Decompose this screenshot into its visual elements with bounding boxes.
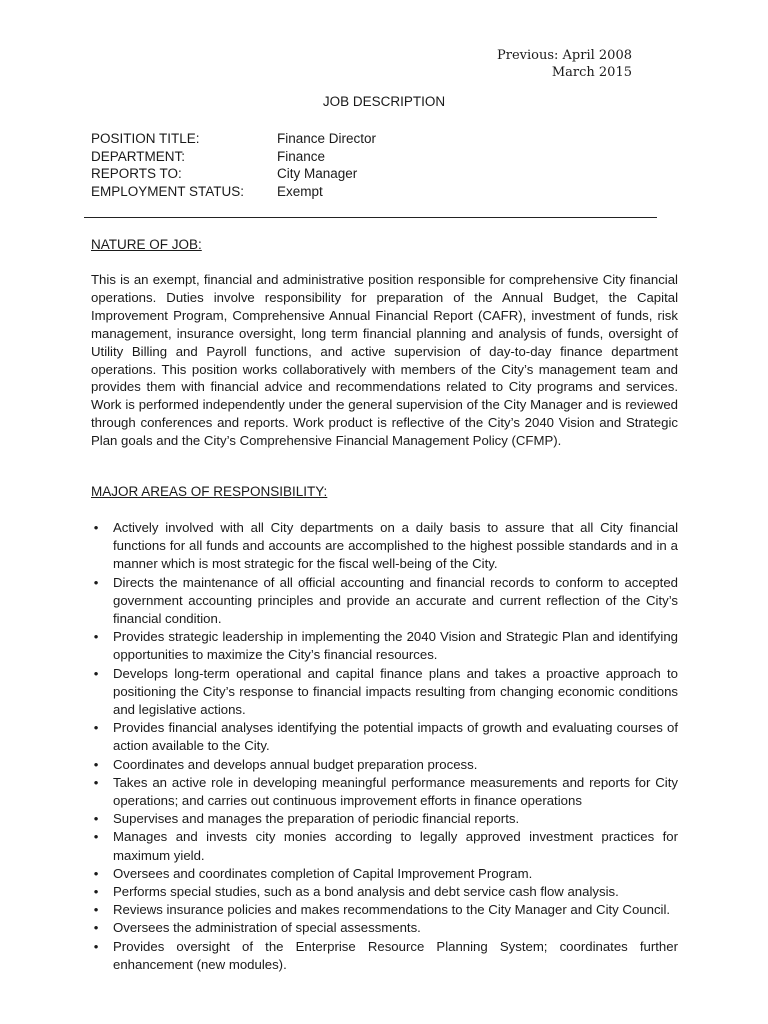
bullet-icon: •	[93, 665, 99, 681]
list-item	[91, 901, 678, 919]
info-label: EMPLOYMENT STATUS:	[91, 183, 245, 199]
list-item-text: Supervises and manages the preparation of periodic financial reports.	[113, 811, 520, 827]
list-item-text: Provides strategic leadership in implementing the 2040 Vision and Strategic Plan and identifying opportunities to maximize the City’s financial resources.	[113, 629, 678, 663]
current-revision-date: March 2015	[551, 65, 632, 80]
info-label: DEPARTMENT:	[91, 148, 186, 164]
list-item	[91, 628, 678, 664]
list-item-text: Provides financial analyses identifying the potential impacts of growth and evaluating courses of action available to the City.	[113, 720, 678, 754]
bullet-icon: •	[93, 720, 99, 736]
info-value: Finance	[277, 148, 326, 164]
list-item-text: Performs special studies, such as a bond analysis and debt service cash flow analysis.	[113, 884, 619, 900]
list-item-text: Actively involved with all City departments on a daily basis to assure that all City financial functions for all funds and accounts are accomplished to the highest possible standards and in a manner which is most strategic for the fiscal well-being of the City.	[113, 520, 678, 572]
list-item	[91, 938, 678, 974]
previous-revision-date: Previous: April 2008	[497, 48, 632, 63]
list-item-text: Oversees and coordinates completion of Capital Improvement Program.	[113, 865, 533, 881]
list-item-text: Provides oversight of the Enterprise Resource Planning System; coordinates further enhancement (new modules).	[113, 938, 678, 972]
list-item-text: Coordinates and develops annual budget preparation process.	[113, 756, 478, 772]
list-item-text: Oversees the administration of special assessments.	[113, 920, 421, 936]
responsibilities-heading: MAJOR AREAS OF RESPONSIBILITY:	[91, 484, 328, 499]
list-item	[91, 810, 678, 828]
bullet-icon: •	[93, 756, 99, 772]
info-row-department	[91, 148, 376, 166]
list-item	[91, 756, 678, 774]
bullet-icon: •	[93, 829, 99, 845]
list-item-text: Develops long-term operational and capital finance plans and takes a proactive approach to positioning the City’s response to financial impacts resulting from changing economic conditions and legislative actions.	[113, 665, 678, 718]
nature-of-job-text: This is an exempt, financial and administrative position responsible for comprehensive City financial operations. Duties involve responsibility for preparation of the Annual Budget, the Capital Improvement Program, Comprehensive Annual Financial Report (CAFR), investment of funds, risk management, insurance oversight, long term financial planning and analysis of funds, oversight of Utility Billing and Payroll functions, and active supervision of day-to-day finance department operations. This position works collaboratively with members of the City’s management team and provides them with financial advice and recommendations related to City programs and services. Work is performed independently under the general supervision of the City Manager and is reviewed through conferences and reports. Work product is reflective of the City’s 2040 Vision and Strategic Plan goals and the City’s Comprehensive Financial Management Policy (CFMP).	[91, 272, 678, 449]
list-item	[91, 865, 678, 883]
list-item	[91, 828, 678, 864]
info-row-employment-status	[91, 183, 376, 201]
bullet-icon: •	[93, 520, 99, 535]
bullet-icon: •	[93, 774, 99, 790]
revision-dates	[497, 47, 632, 81]
info-row-position-title	[91, 130, 376, 148]
info-label: POSITION TITLE:	[91, 131, 200, 146]
list-item	[91, 665, 678, 720]
list-item	[91, 883, 678, 901]
list-item-text: Takes an active role in developing meaningful performance measurements and reports for City operations; and carries out continuous improvement efforts in finance operations	[113, 774, 678, 809]
bullet-icon: •	[93, 938, 99, 954]
document-title: JOB DESCRIPTION	[322, 94, 446, 109]
info-value: City Manager	[277, 166, 358, 181]
list-item-text: Manages and invests city monies according to legally approved investment practices for maximum yield.	[113, 829, 678, 863]
responsibilities-list	[91, 519, 678, 974]
list-item-text: Reviews insurance policies and makes recommendations to the City Manager and City Council.	[113, 902, 671, 918]
bullet-icon: •	[93, 902, 99, 918]
list-item	[91, 774, 678, 810]
bullet-icon: •	[93, 920, 99, 936]
info-label: REPORTS TO:	[91, 166, 182, 181]
info-row-reports-to	[91, 165, 376, 183]
list-item-text: Directs the maintenance of all official accounting and financial records to conform to accepted government accounting principles and provide an accurate and current reflection of the City’s financial condition.	[113, 574, 678, 627]
bullet-icon: •	[93, 574, 99, 590]
position-info	[91, 130, 376, 200]
horizontal-divider	[84, 217, 657, 218]
info-value: Finance Director	[277, 131, 377, 146]
list-item	[91, 574, 678, 629]
list-item	[91, 519, 678, 574]
info-value: Exempt	[277, 183, 323, 199]
list-item	[91, 719, 678, 755]
bullet-icon: •	[93, 884, 99, 900]
bullet-icon: •	[93, 811, 99, 827]
bullet-icon: •	[93, 629, 99, 645]
bullet-icon: •	[93, 865, 99, 881]
nature-of-job-heading: NATURE OF JOB:	[91, 237, 202, 252]
list-item	[91, 919, 678, 937]
